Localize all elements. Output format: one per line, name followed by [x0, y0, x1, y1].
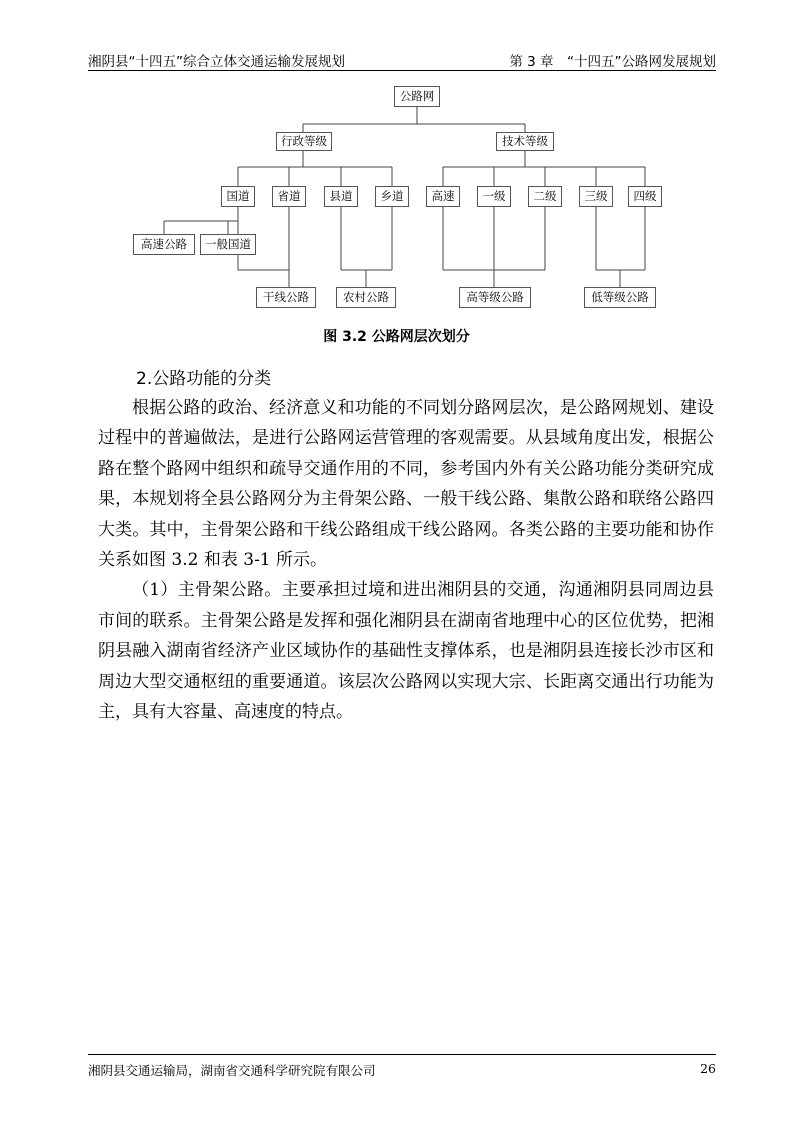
- node-class3: 三级: [579, 186, 613, 207]
- figure-caption: 图 3.2 公路网层次划分: [323, 329, 470, 345]
- road-network-diagram: [0, 0, 793, 330]
- node-trunk-road: 干线公路: [256, 287, 316, 308]
- paragraph: 根据公路的政治、经济意义和功能的不同划分路网层次，是公路网规划、建设过程中的普遍做法，是进行公路网运营管理的客观需要。从县域角度出发，根据公路在整个路网中组织和疏导交通作用的不同，参考国内外有关公路功能分类研究成果，本规划将全县公路网分为主骨架公路、一般干线公路、集散公路和联络公路四大类。其中，主骨架公路和干线公路组成干线公路网。各类公路的主要功能和协作关系如图 3.2 和表 3-1 所示。: [98, 398, 714, 571]
- node-tech-grade: 技术等级: [496, 132, 554, 151]
- node-root: 公路网: [394, 86, 440, 107]
- page-number: 26: [700, 1061, 716, 1076]
- node-high-grade-road: 高等级公路: [459, 287, 531, 308]
- header-chapter: 第 3 章 “十四五”公路网发展规划: [509, 54, 716, 70]
- node-low-grade-road: 低等级公路: [584, 287, 656, 308]
- node-county-road: 县道: [324, 186, 358, 207]
- node-township-road: 乡道: [375, 186, 409, 207]
- node-provincial-road: 省道: [272, 186, 306, 207]
- node-class1: 一级: [477, 186, 511, 207]
- page-footer: [88, 1054, 716, 1085]
- header-title: 湘阴县“十四五”综合立体交通运输发展规划: [88, 54, 345, 70]
- node-general-national: 一般国道: [200, 234, 256, 255]
- node-class2: 二级: [528, 186, 562, 207]
- node-national-road: 国道: [221, 186, 255, 207]
- section-title: 2.公路功能的分类: [136, 369, 272, 389]
- footer-organization: 湘阴县交通运输局，湖南省交通科学研究院有限公司: [88, 1063, 376, 1078]
- diagram-connectors: [0, 0, 793, 330]
- node-expressway: 高速公路: [133, 234, 195, 255]
- body-text: [98, 393, 714, 727]
- node-rural-road: 农村公路: [336, 287, 396, 308]
- node-admin-grade: 行政等级: [276, 132, 332, 151]
- node-highway: 高速: [426, 186, 460, 207]
- node-class4: 四级: [628, 186, 662, 207]
- paragraph: （1）主骨架公路。主要承担过境和进出湘阴县的交通，沟通湘阴县同周边县市间的联系。主骨架公路是发挥和强化湘阴县在湖南省地理中心的区位优势，把湘阴县融入湖南省经济产业区域协作的基础性支撑体系，也是湘阴县连接长沙市区和周边大型交通枢纽的重要通道。该层次公路网以实现大宗、长距离交通出行功能为主，具有大容量、高速度的特点。: [98, 580, 714, 723]
